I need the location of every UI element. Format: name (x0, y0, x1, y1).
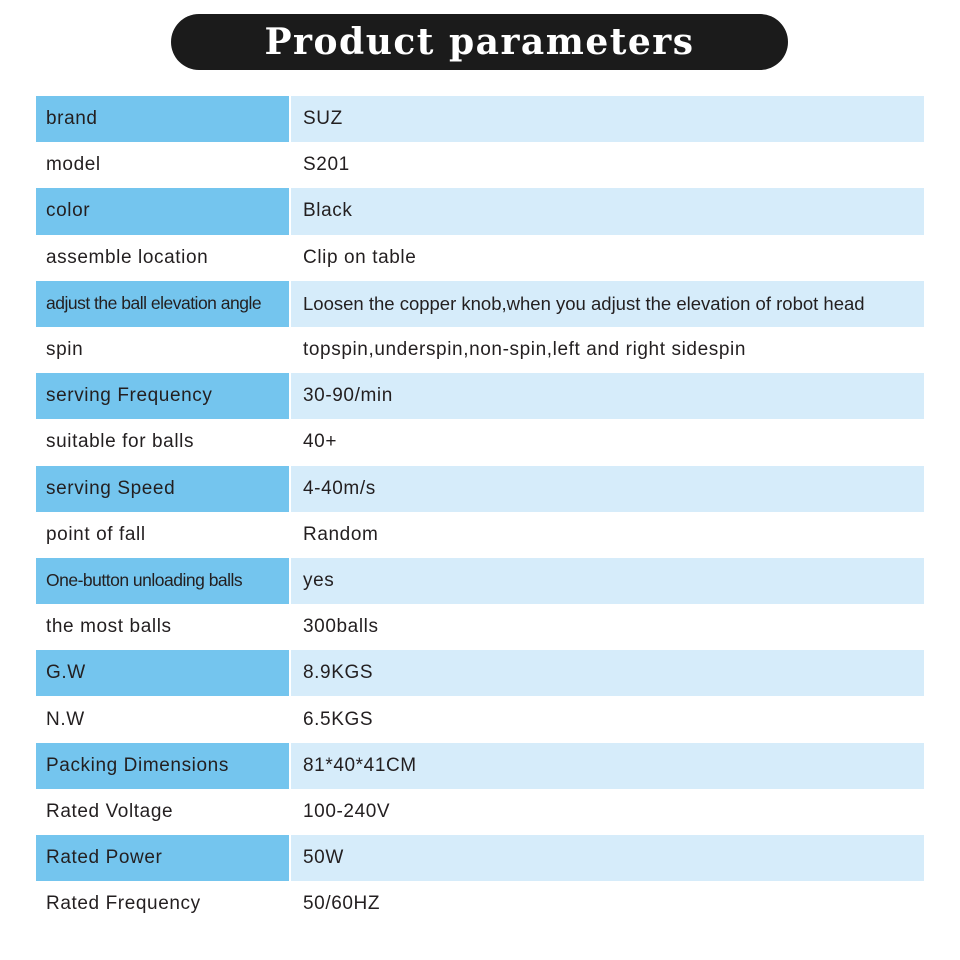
table-row-elevation-angle (36, 281, 924, 327)
row-label: the most balls (46, 616, 172, 638)
row-value: 81*40*41CM (289, 743, 924, 789)
row-label: assemble location (46, 246, 209, 268)
row-label: spin (46, 339, 84, 361)
row-label: serving Frequency (36, 373, 289, 419)
table-row-serving-speed (36, 466, 924, 512)
row-label: Rated Frequency (46, 893, 201, 915)
parameter-table (36, 96, 924, 927)
table-row-rated-power (36, 835, 924, 881)
table-row-rated-voltage (36, 789, 924, 835)
row-value: yes (289, 558, 924, 604)
row-label: adjust the ball elevation angle (36, 281, 289, 327)
page-title: Product parameters (264, 21, 695, 63)
row-label: Rated Voltage (46, 800, 174, 822)
row-label: color (36, 188, 289, 234)
row-label: serving Speed (36, 466, 289, 512)
table-row-serving-frequency (36, 373, 924, 419)
table-row-net-weight (36, 696, 924, 742)
row-value: 40+ (303, 431, 338, 453)
row-label: One-button unloading balls (36, 558, 289, 604)
table-row-color (36, 188, 924, 234)
row-value: Random (303, 523, 379, 545)
table-row-gross-weight (36, 650, 924, 696)
row-value: topspin,underspin,non-spin,left and right sidespin (303, 339, 746, 361)
table-row-assemble-location (36, 235, 924, 281)
title-banner (171, 14, 788, 70)
row-label: model (46, 154, 101, 176)
row-label: G.W (36, 650, 289, 696)
row-value: 100-240V (303, 800, 391, 822)
row-value: 8.9KGS (289, 650, 924, 696)
table-row-spin (36, 327, 924, 373)
row-value: 6.5KGS (303, 708, 374, 730)
row-value: S201 (303, 154, 350, 176)
row-label: N.W (46, 708, 85, 730)
row-value: 300balls (303, 616, 379, 638)
row-value: 4-40m/s (289, 466, 924, 512)
table-row-unloading-balls (36, 558, 924, 604)
row-value: SUZ (289, 96, 924, 142)
row-label: suitable for balls (46, 431, 195, 453)
row-label: Packing Dimensions (36, 743, 289, 789)
row-label: point of fall (46, 523, 146, 545)
row-value: 50/60HZ (303, 893, 381, 915)
table-row-model (36, 142, 924, 188)
row-value: Loosen the copper knob,when you adjust the elevation of robot head (289, 281, 924, 327)
row-value: Black (289, 188, 924, 234)
row-label: Rated Power (36, 835, 289, 881)
row-value: Clip on table (303, 246, 417, 268)
table-row-point-of-fall (36, 512, 924, 558)
table-row-rated-frequency (36, 881, 924, 927)
row-label: brand (36, 96, 289, 142)
row-value: 50W (289, 835, 924, 881)
row-value: 30-90/min (289, 373, 924, 419)
table-row-brand (36, 96, 924, 142)
table-row-suitable-balls (36, 419, 924, 465)
table-row-packing-dimensions (36, 743, 924, 789)
table-row-most-balls (36, 604, 924, 650)
